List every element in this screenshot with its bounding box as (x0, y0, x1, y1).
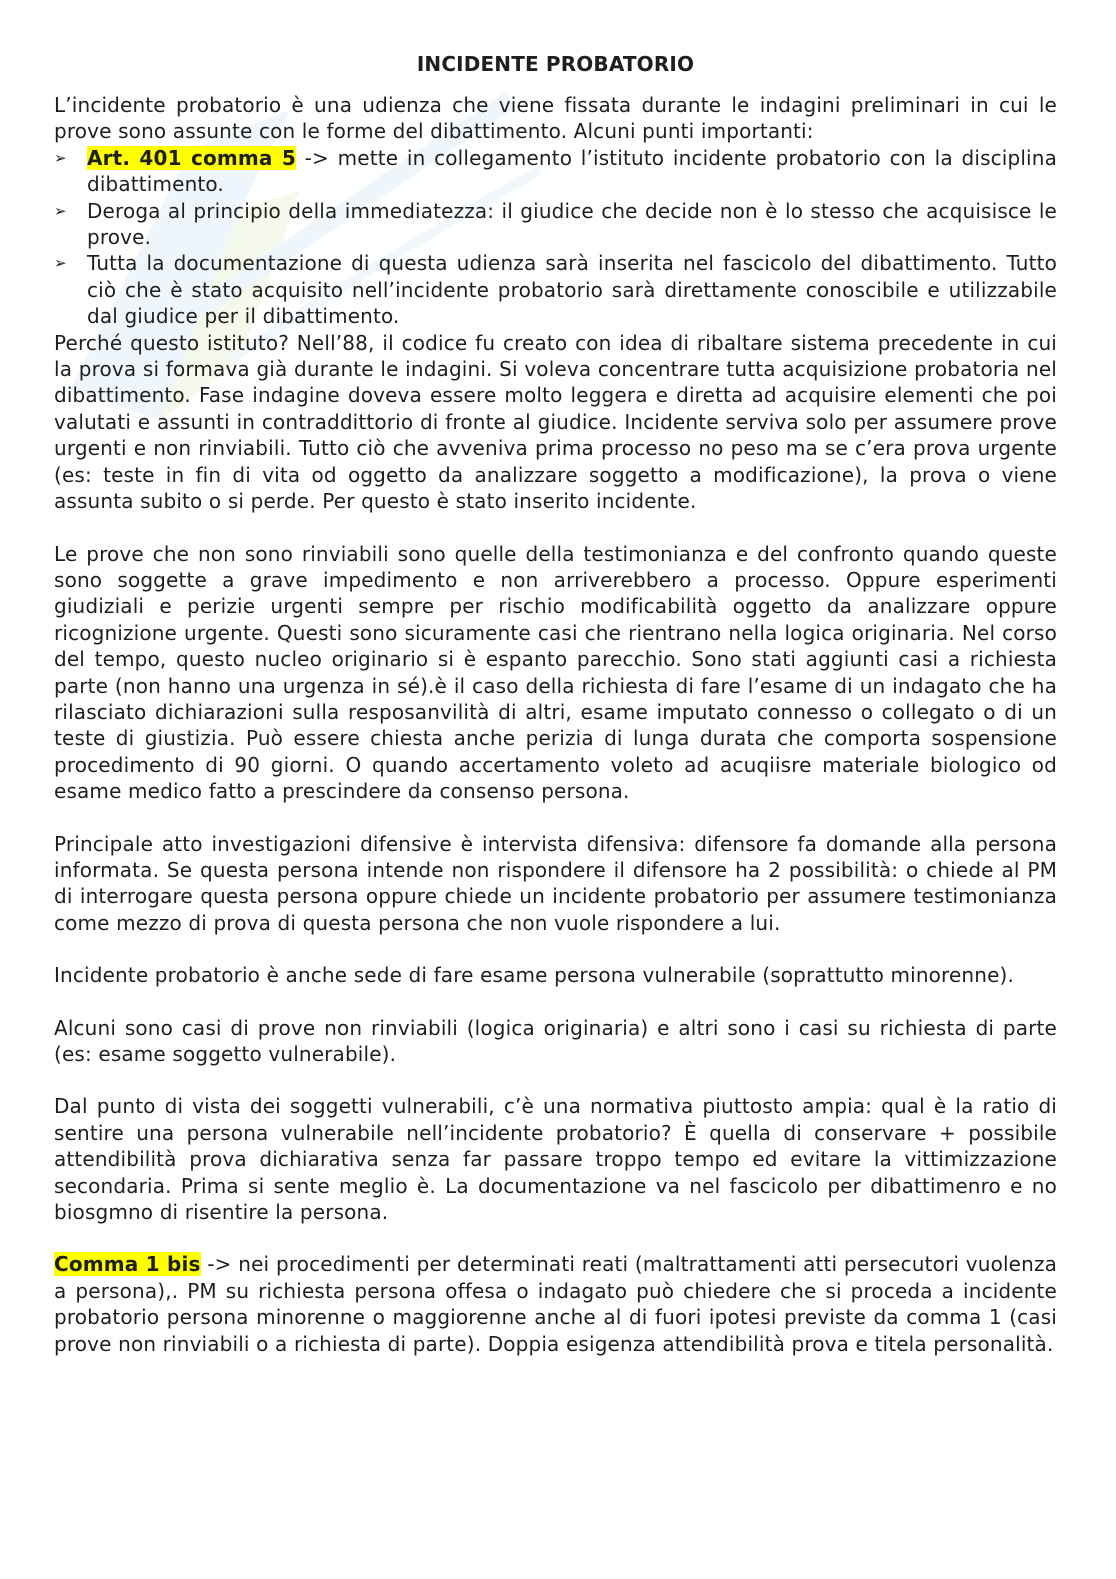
key-points-list (54, 145, 1057, 330)
paragraph-casi: Alcuni sono casi di prove non rinviabili (logica originaria) e altri sono i casi su richiesta di parte (es: esame soggetto vulnerabile). (54, 1015, 1057, 1066)
arrowhead-bullet-icon: ➢ (54, 148, 67, 167)
list-item (54, 198, 1057, 251)
paragraph-investigazioni-difensive: Principale atto investigazioni difensive è intervista difensiva: difensore fa domande alla persona informata. Se questa persona intende non rispondere il difensore ha 2 possibilità: o chiede al PM di interrogare questa persona oppure chiede un incidente probatorio per assumere testimonianza come mezzo di prova di questa persona che non vuole rispondere a lui. (54, 831, 1057, 935)
list-item-text: -> mette in collegamento l’istituto incidente probatorio con la disciplina dibattimento. (87, 145, 1057, 197)
paragraph-istituto: Perché questo istituto? Nell’88, il codice fu creato con idea di ribaltare sistema precedente in cui la prova si formava già durante le indagini. Si voleva concentrare tutta acquisizione probatoria nel dibattimento. Fase indagine doveva essere molto leggera e diretta ad acquisire elementi che poi valutati e assunti in contraddittorio di fronte al giudice. Incidente serviva solo per assumere prove urgenti e non rinviabili. Tutto ciò che avveniva prima processo no peso ma se c’era prova urgente (es: teste in fin di vita od oggetto da analizzare soggetto a modificazione), la prova o viene assunta subito o si perde. Per questo è stato inserito incidente. (54, 330, 1057, 514)
arrowhead-bullet-icon: ➢ (54, 201, 67, 220)
highlighted-reference: Comma 1 bis (54, 1252, 201, 1277)
paragraph-text: -> nei procedimenti per determinati reati (maltrattamenti atti persecutori vuolenza a persona),. PM su richiesta persona offesa o indagato può chiedere che si proceda a incidente probatorio persona minorenne o maggiorenne anche al di fuori ipotesi previste da comma 1 (casi prove non rinviabili o a richiesta di parte). Doppia esigenza attendibilità prova e titela personalità. (54, 1252, 1057, 1356)
intro-paragraph: L’incidente probatorio è una udienza che viene fissata durante le indagini preliminari in cui le prove sono assunte con le forme del dibattimento. Alcuni punti importanti: (54, 93, 1057, 144)
highlighted-reference: Art. 401 comma 5 (87, 145, 296, 170)
list-item-text: Tutta la documentazione di questa udienza sarà inserita nel fascicolo del dibattimento. Tutto ciò che è stato acquisito nell’incidente probatorio sarà direttamente conoscibile e utilizzabile dal giudice per il dibattimento. (87, 251, 1057, 329)
document-body (54, 52, 1057, 1357)
list-item (54, 250, 1057, 329)
arrowhead-bullet-icon: ➢ (54, 254, 67, 273)
paragraph-prove-non-rinviabili: Le prove che non sono rinviabili sono quelle della testimonianza e del confronto quando queste sono soggette a grave impedimento e non arriverebbero a processo. Oppure esperimenti giudiziali e perizie urgenti sempre per rischio modificabilità oggetto da analizzare oppure ricognizione urgente. Questi sono sicuramente casi che rientrano nella logica originaria. Nel corso del tempo, questo nucleo originario si è espanto parecchio. Sono stati aggiunti casi a richiesta parte (non hanno una urgenza in sé).è il caso della richiesta di fare l’esame di un indagato che ha rilasciato dichiarazioni sulla resposanvilità di altri, esame imputato connesso o collegato o di un teste di giustizia. Può essere chiesta anche perizia di lunga durata che comporta sospensione procedimento di 90 giorni. O quando accertamento voleto ad acuqiisre materiale biologico od esame medico fatto a prescindere da consenso persona. (54, 541, 1057, 804)
document-title: INCIDENTE PROBATORIO (416, 52, 695, 76)
list-item-text: Deroga al principio della immediatezza: il giudice che decide non è lo stesso che acquisisce le prove. (87, 198, 1057, 250)
list-item (54, 145, 1057, 198)
paragraph-comma-1-bis (54, 1251, 1057, 1357)
paragraph-soggetti-vulnerabili: Dal punto di vista dei soggetti vulnerabili, c’è una normativa piuttosto ampia: qual è la ratio di sentire una persona vulnerabile nell’incidente probatorio? È quella di conservare + possibile attendibilità prova dichiarativa senza far passare troppo tempo ed evitare la vittimizzazione secondaria. Prima si sente meglio è. La documentazione va nel fascicolo per dibattimenro e no biosgmno di risentire la persona. (54, 1094, 1057, 1225)
paragraph-persona-vulnerabile: Incidente probatorio è anche sede di fare esame persona vulnerabile (soprattutto minorenne). (54, 963, 1015, 988)
